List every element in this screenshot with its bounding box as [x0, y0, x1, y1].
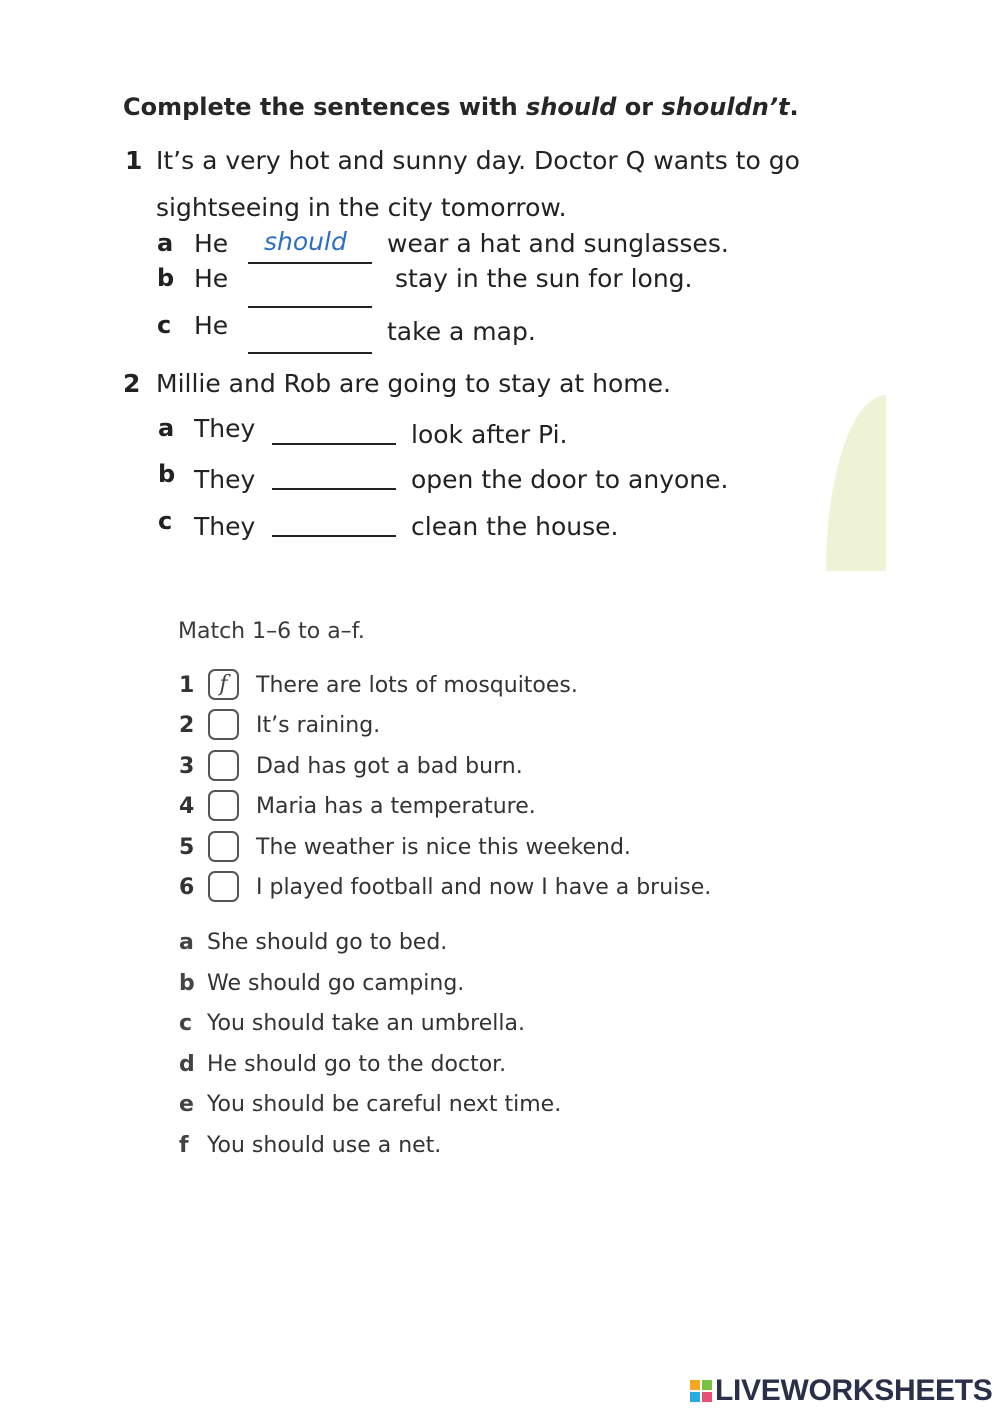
item-2c-subject: They [194, 512, 256, 541]
item-2c-letter: c [158, 507, 173, 535]
match-answer-box-6[interactable] [208, 871, 239, 902]
item-1c-text: take a map. [387, 317, 536, 346]
item-1b-text: stay in the sun for long. [395, 264, 693, 293]
match-sentence-3: Dad has got a bad burn. [256, 754, 523, 779]
item-1a-answer: should [264, 227, 347, 256]
item-1c-blank[interactable] [248, 352, 372, 354]
item-1a-text: wear a hat and sunglasses. [387, 229, 729, 258]
match-number-6: 6 [179, 875, 195, 900]
item-1c-letter: c [157, 311, 172, 339]
option-text-c: You should take an umbrella. [207, 1011, 525, 1036]
option-letter-a: a [179, 930, 194, 955]
question-number-1: 1 [125, 146, 143, 175]
option-text-a: She should go to bed. [207, 930, 448, 955]
match-answer-box-3[interactable] [208, 750, 239, 781]
question-2-line-1: Millie and Rob are going to stay at home. [156, 369, 671, 398]
item-2a-subject: They [194, 414, 256, 443]
option-letter-c: c [179, 1011, 193, 1036]
match-answer-box-4[interactable] [208, 790, 239, 821]
match-sentence-5: The weather is nice this weekend. [256, 835, 631, 860]
item-2a-blank[interactable] [272, 443, 396, 445]
match-number-3: 3 [179, 754, 195, 779]
question-1-line-1: It’s a very hot and sunny day. Doctor Q wants to go [156, 146, 800, 175]
item-1a-letter: a [157, 229, 174, 257]
item-1b-blank[interactable] [248, 306, 372, 308]
match-sentence-1: There are lots of mosquitoes. [256, 673, 578, 698]
logo-square-pink [702, 1392, 712, 1402]
item-2a-letter: a [158, 414, 175, 442]
exercise2-title: Match 1–6 to a–f. [178, 619, 365, 644]
option-text-f: You should use a net. [207, 1133, 442, 1158]
option-letter-b: b [179, 971, 195, 996]
match-sentence-2: It’s raining. [256, 713, 381, 738]
item-2b-letter: b [158, 460, 176, 488]
match-number-5: 5 [179, 835, 195, 860]
option-letter-e: e [179, 1092, 194, 1117]
item-2b-subject: They [194, 465, 256, 494]
item-1b-subject: He [194, 264, 229, 293]
match-number-2: 2 [179, 713, 195, 738]
item-2c-blank[interactable] [272, 535, 396, 537]
logo-square-blue [690, 1392, 700, 1402]
match-sentence-4: Maria has a temperature. [256, 794, 536, 819]
option-text-e: You should be careful next time. [207, 1092, 562, 1117]
item-2a-text: look after Pi. [411, 420, 568, 449]
logo-square-orange [690, 1380, 700, 1390]
item-2b-text: open the door to anyone. [411, 465, 729, 494]
option-text-d: He should go to the doctor. [207, 1052, 507, 1077]
item-1c-subject: He [194, 311, 229, 340]
option-letter-f: f [179, 1133, 189, 1158]
decorative-green-shape [826, 395, 886, 571]
option-letter-d: d [179, 1052, 195, 1077]
logo-text: LIVEWORKSHEETS [715, 1374, 993, 1407]
liveworksheets-logo-icon [690, 1380, 712, 1402]
item-1b-letter: b [157, 264, 175, 292]
match-answer-box-2[interactable] [208, 709, 239, 740]
question-1-line-2: sightseeing in the city tomorrow. [156, 193, 567, 222]
option-text-b: We should go camping. [207, 971, 465, 996]
match-sentence-6: I played football and now I have a bruise. [256, 875, 712, 900]
item-1a-blank[interactable] [248, 262, 372, 264]
logo-square-green [702, 1380, 712, 1390]
match-number-4: 4 [179, 794, 195, 819]
item-2b-blank[interactable] [272, 488, 396, 490]
exercise1-instruction: Complete the sentences with should or shouldn’t. [123, 93, 799, 121]
item-2c-text: clean the house. [411, 512, 619, 541]
liveworksheets-logo[interactable] [690, 1374, 993, 1408]
match-answer-box-5[interactable] [208, 831, 239, 862]
match-number-1: 1 [179, 673, 195, 698]
question-number-2: 2 [123, 369, 141, 398]
item-1a-subject: He [194, 229, 229, 258]
match-answer-box-1[interactable]: f [208, 669, 239, 700]
